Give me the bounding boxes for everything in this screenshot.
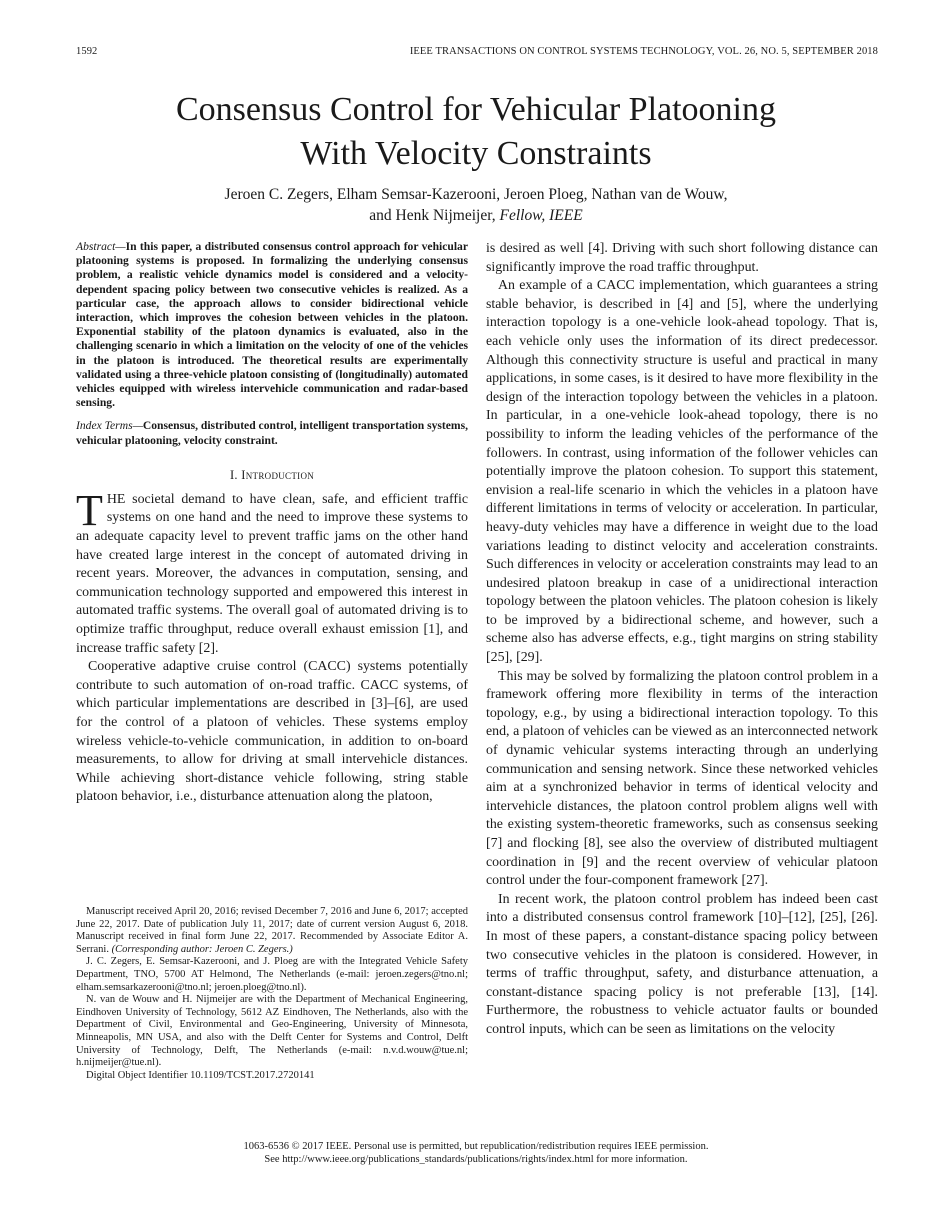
title-line-1: Consensus Control for Vehicular Platooning [176, 91, 776, 128]
index-terms-text: Consensus, distributed control, intelligent transportation systems, vehicular platooning, velocity constraint. [76, 419, 468, 447]
title-line-2: With Velocity Constraints [300, 135, 652, 172]
fellow-title: Fellow, IEEE [499, 207, 583, 224]
section-heading [76, 468, 468, 483]
section-title: Introduction [241, 467, 315, 482]
abstract-text: In this paper, a distributed consensus control approach for vehicular platooning systems is proposed. In formalizing the underlying consensus problem, a realistic vehicle dynamics model is considered and a velocity-dependent spacing policy between two consecutive vehicles is realized. As a particular case, the approach allows to consider bidirectional vehicle interaction, which improves the cohesion between vehicles in the platoon. Exponential stability of the platoon dynamics is evaluated, also in the challenging scenario in which a limitation on the velocity of one of the vehicles in the platoon is introduced. The theoretical results are experimentally validated using a three-vehicle platoon consisting of (longitudinally) automated vehicles equipped with wireless intervehicle communication and radar-based sensing. [76, 240, 468, 410]
authors-line-2: and Henk Nijmeijer, [369, 207, 496, 224]
drop-cap: T [76, 485, 103, 535]
author-list [60, 184, 892, 226]
right-paragraph-4: In recent work, the platoon control problem has indeed been cast into a distributed consensus control framework [10]–[12], [25], [26]. In most of these papers, a constant-distance spacing policy between two consecutive vehicles in the platoon is considered. However, in terms of traffic throughput, safety, and disturbance attenuation, a constant-distance spacing policy is not preferable [13], [14]. Furthermore, the robustness to vehicle actuator faults or bounded control inputs, which can be seen as limitations on the velocity [486, 891, 878, 1037]
index-terms: Index Terms—Consensus, distributed control, intelligent transportation systems, vehicular platooning, velocity constraint. [76, 419, 468, 447]
corresponding-author: (Corresponding author: Jeroen C. Zegers.) [111, 943, 293, 955]
abstract-label: Abstract [76, 240, 116, 253]
index-terms-label: Index Terms [76, 419, 133, 433]
right-paragraph-3: This may be solved by formalizing the platoon control problem in a framework offering more flexibility in terms of the interaction topology, e.g., by using a bidirectional interaction topology. To this end, a platoon of vehicles can be viewed as an interconnected network of dynamic vehicular systems interacting through an underlying communication and sensing network. Since these networked vehicles aim at a synchronized behavior in terms of identical velocity and intervehicle distances, the platoon control problem aligns well with the existing system-theoretic frameworks, such as consensus seeking [7] and flocking [8], see also the overview of distributed multiagent coordination in [9] and the recent overview of vehicular platoon control under the four-component framework [27]. [486, 668, 878, 889]
section-number: I. [229, 467, 238, 482]
copyright-line-1: 1063-6536 © 2017 IEEE. Personal use is permitted, but republication/redistribution requires IEEE permission. [243, 1141, 709, 1152]
journal-header: IEEE TRANSACTIONS ON CONTROL SYSTEMS TECHNOLOGY, VOL. 26, NO. 5, SEPTEMBER 2018 [409, 46, 878, 57]
right-paragraph-2: An example of a CACC implementation, which guarantees a string stable behavior, is described in [4] and [5], where the underlying interaction topology is a one-vehicle look-ahead topology. That is, each vehicle only uses the information of its direct predecessor. Although this connectivity structure is useful and practical in many applications, in some cases, is it desired to have more flexibility in the design of the interaction topology between the vehicles in a platoon. In particular, in a one-vehicle look-ahead topology, there is no possibility to inform the leading vehicles of the performance of the followers. In contrast, using information of the follower vehicles can potentially improve the platoon cohesion. To support this statement, envision a real-life scenario in which the vehicles in a platoon have different limitations in terms of velocity or acceleration. In particular, heavy-duty vehicles may have a difference in weight due to the load variations leading to distinct velocity and acceleration constraints. Such differences in velocity or acceleration constraints may lead to an undesired platoon breakup in case of a unidirectional interaction topology between the platoon vehicles. The platoon cohesion is likely to be improved by a bidirectional scheme, and however, such a scheme also has adverse effects, e.g., tight margins on string stability [25], [29]. [486, 278, 878, 666]
intro-paragraph-1 [76, 485, 468, 658]
footnote-manuscript-text: Manuscript received April 20, 2016; revised December 7, 2016 and June 6, 2017; accepted June 22, 2017. Date of publication July 11, 2017; date of current version August 6, 2018. Manuscript received in final form June 22, 2017. Recommended by Associate Editor A. Serrani. [76, 906, 468, 955]
footnote-doi: Digital Object Identifier 10.1109/TCST.2017.2720141 [86, 1069, 315, 1081]
right-column [486, 240, 878, 1040]
left-column [76, 240, 468, 807]
copyright-line-2: See http://www.ieee.org/publications_standards/publications/rights/index.html for more information. [264, 1154, 688, 1165]
footnote-manuscript [76, 906, 468, 956]
copyright-notice [60, 1140, 892, 1166]
footnotes [76, 906, 468, 1082]
abstract: Abstract—In this paper, a distributed consensus control approach for vehicular platooning systems is proposed. In formalizing the underlying consensus problem, a realistic vehicle dynamics model is considered and a velocity-dependent spacing policy between two consecutive vehicles is realized. As a particular case, the approach allows to consider bidirectional vehicle interaction, which improves the cohesion between vehicles in the platoon. Exponential stability of the platoon dynamics is evaluated, also in the challenging scenario in which a limitation on the velocity of one of the vehicles in the platoon is introduced. The theoretical results are experimentally validated using a three-vehicle platoon consisting of (longitudinally) automated vehicles equipped with wireless intervehicle communication and radar-based sensing. [76, 240, 468, 410]
paper-title [60, 88, 892, 176]
footnote-affiliation-tno: J. C. Zegers, E. Semsar-Kazerooni, and J. Ploeg are with the Integrated Vehicle Safety Department, TNO, 5700 AT Helmond, The Netherlands (e-mail: jeroen.zegers@tno.nl; elham.semsarkazerooni@tno.nl; jeroen.ploeg@tno.nl). [76, 956, 468, 993]
intro-paragraph-2: Cooperative adaptive cruise control (CACC) systems potentially contribute to such automation of on-road traffic. CACC systems, of which particular implementations are described in [3]–[6], are used for the control of a platoon of vehicles. These systems employ wireless vehicle-to-vehicle communication, in addition to on-board measurements, to allow for driving at small intervehicle distances. While achieving short-distance vehicle following, string stable platoon behavior, i.e., disturbance attenuation along the platoon, [76, 659, 468, 805]
right-paragraph-1: is desired as well [4]. Driving with such short following distance can significantly improve the road traffic throughput. [486, 241, 878, 275]
intro-paragraph-1-text: HE societal demand to have clean, safe, and efficient traffic systems on one hand and the need to improve these systems to an adequate capacity level to prevent traffic jams on the other hand have created large interest in the concept of automated driving in recent years. Moreover, the advances in computation, sensing, and communication technology supported and empowered this interest in automated traffic systems. The overall goal of automated driving is to optimize traffic throughput, reduce overall exhaust emission [1], and increase traffic safety [2]. [76, 491, 468, 656]
page-number: 1592 [76, 46, 98, 57]
footnote-affiliation-tue: N. van de Wouw and H. Nijmeijer are with the Department of Mechanical Engineering, Eindhoven University of Technology, 5612 AZ Eindhoven, The Netherlands, also with the Department of Civil, Environmental and Geo-Engineering, University of Minnesota, Minneapolis, MN USA, and also with the Delft Center for Systems and Control, Delft University of Technology, Delft, The Netherlands (e-mail: n.v.d.wouw@tue.nl; h.nijmeijer@tue.nl). [76, 994, 468, 1069]
intro-body [76, 485, 468, 807]
authors-line-1: Jeroen C. Zegers, Elham Semsar-Kazerooni, Jeroen Ploeg, Nathan van de Wouw, [224, 186, 728, 203]
